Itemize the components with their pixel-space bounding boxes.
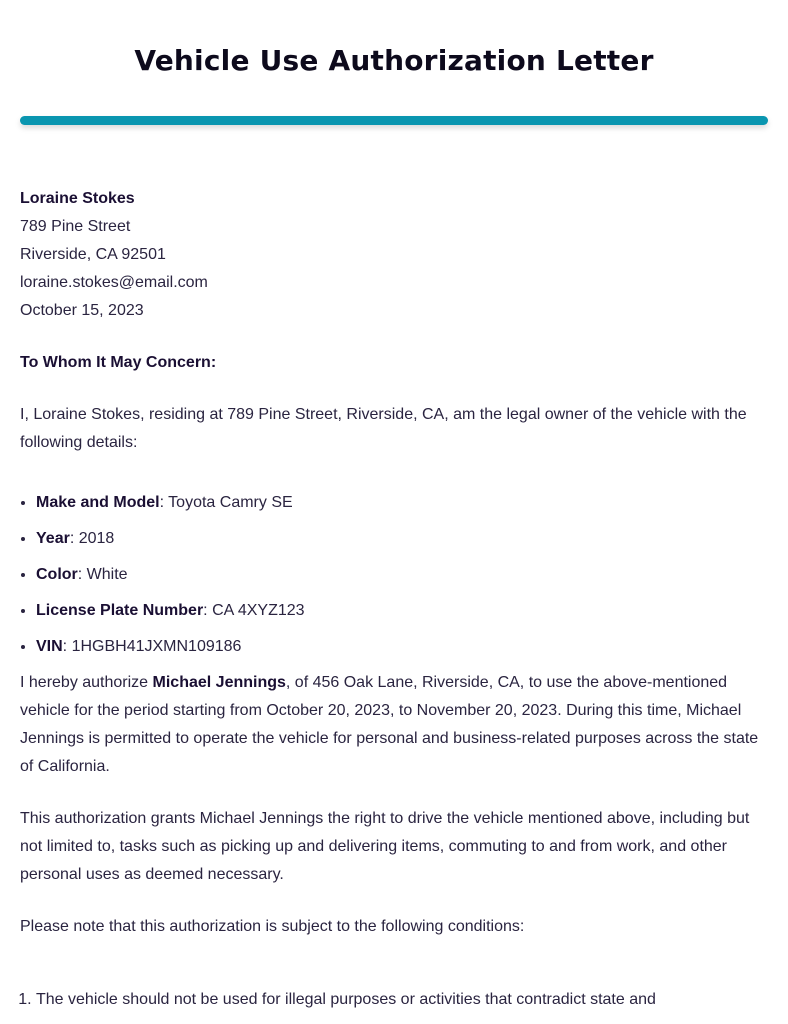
intro-paragraph: I, Loraine Stokes, residing at 789 Pine Street, Riverside, CA, am the legal owner of the vehicle with the following details:	[20, 406, 747, 451]
detail-label: Color	[36, 566, 78, 583]
letter-body	[20, 185, 768, 1014]
salutation: To Whom It May Concern:	[20, 354, 217, 371]
list-item	[36, 593, 768, 629]
list-item	[36, 557, 768, 593]
detail-value: : 2018	[69, 530, 115, 547]
sender-name: Loraine Stokes	[20, 190, 135, 207]
detail-label: License Plate Number	[36, 602, 204, 619]
sender-city: Riverside, CA 92501	[20, 246, 166, 263]
list-item	[36, 521, 768, 557]
authorization-paragraph	[20, 669, 768, 781]
detail-value: : CA 4XYZ123	[203, 602, 305, 619]
detail-value: : White	[77, 566, 128, 583]
detail-value: : Toyota Camry SE	[159, 494, 293, 511]
list-item: 1. The vehicle should not be used for illegal purposes or activities that contradict state and	[36, 986, 768, 1014]
list-item	[36, 629, 768, 665]
letter-date: October 15, 2023	[20, 302, 144, 319]
title-divider	[20, 116, 768, 125]
page-title: Vehicle Use Authorization Letter	[134, 44, 654, 77]
sender-block	[20, 185, 768, 325]
detail-label: Year	[36, 530, 70, 547]
grant-paragraph: This authorization grants Michael Jennings the right to drive the vehicle mentioned above, including but not limited to, tasks such as picking up and delivering items, commuting to and from work, and other personal uses as deemed necessary.	[20, 810, 750, 883]
detail-value: : 1HGBH41JXMN109186	[62, 638, 242, 655]
detail-label: Make and Model	[36, 494, 160, 511]
authorized-person-name: Michael Jennings	[152, 674, 286, 691]
sender-street: 789 Pine Street	[20, 218, 131, 235]
sender-email: loraine.stokes@email.com	[20, 274, 208, 291]
conditions-intro: Please note that this authorization is subject to the following conditions:	[20, 918, 525, 935]
authorization-text-before: I hereby authorize	[20, 674, 153, 691]
vehicle-details-list	[20, 485, 768, 665]
list-item	[36, 485, 768, 521]
authorization-text-after: , of 456 Oak Lane, Riverside, CA, to use the above-mentioned vehicle for the period starting from October 20, 2023, to November 20, 2023. During this time, Michael Jennings is permitted to operate the vehicle for personal and business-related purposes across the state of California.	[20, 674, 759, 775]
detail-label: VIN	[36, 638, 63, 655]
conditions-list	[20, 986, 768, 1014]
